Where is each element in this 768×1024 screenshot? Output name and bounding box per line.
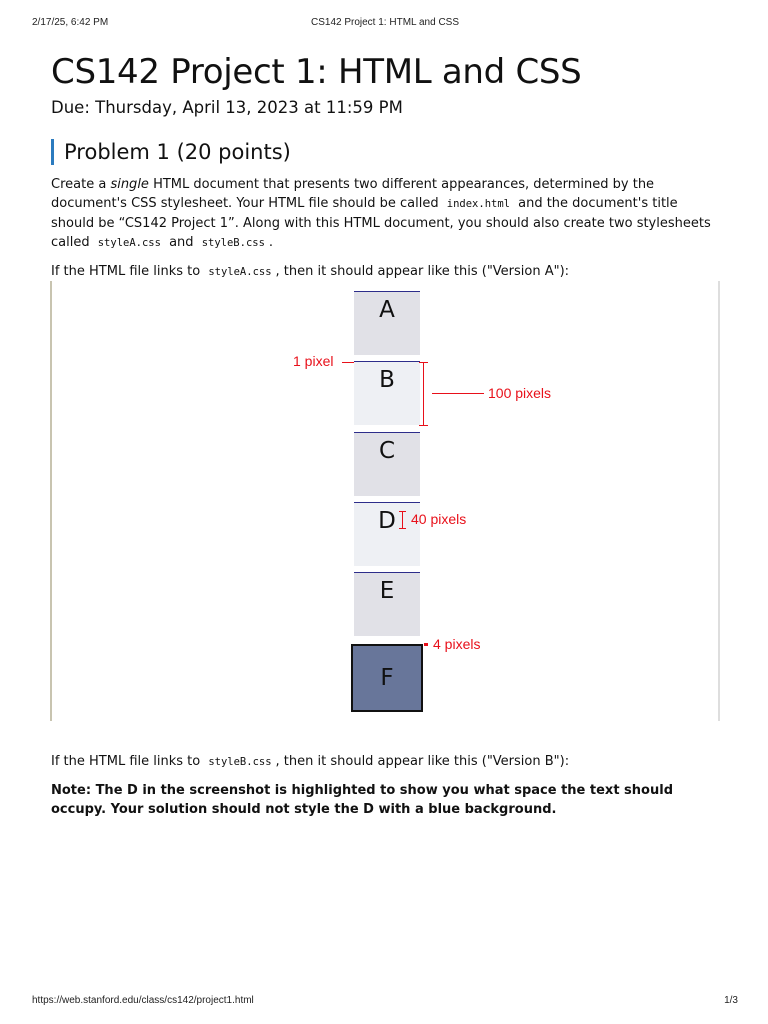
print-datetime: 2/17/25, 6:42 PM [32, 17, 109, 28]
emphasis-single: single [110, 177, 149, 192]
annotation-40-pixels-cap-top [399, 511, 406, 512]
version-b-paragraph [51, 752, 719, 772]
box-c: C [354, 432, 420, 496]
version-b-text-1: If the HTML file links to [51, 754, 205, 769]
box-a: A [354, 291, 420, 355]
box-e: E [354, 572, 420, 636]
intro-paragraph [51, 175, 719, 253]
annotation-40-pixels-cap-bottom [399, 528, 406, 529]
print-footer [32, 995, 738, 1009]
problem-heading: Problem 1 (20 points) [51, 139, 719, 165]
annotation-40-pixels: 40 pixels [411, 511, 467, 527]
annotation-100-pixels-cap-top [419, 362, 428, 363]
intro-text-2: HTML document that presents two different appearances, determined by the document's CSS stylesheet. Your HTML file should be called [51, 177, 655, 211]
annotation-100-pixels-cap-bottom [419, 425, 428, 426]
due-date: Due: Thursday, April 13, 2023 at 11:59 PM [51, 98, 403, 117]
annotation-1-pixel-line [342, 362, 354, 363]
print-doc-title: CS142 Project 1: HTML and CSS [310, 17, 460, 28]
version-a-code: styleA.css [208, 266, 272, 278]
intro-text-5: . [268, 235, 274, 250]
code-stylea-css: styleA.css [97, 237, 161, 249]
annotation-100-pixels: 100 pixels [488, 385, 552, 401]
annotation-100-pixels-bracket [423, 362, 424, 426]
version-b-text-2: , then it should appear like this ("Version B"): [275, 754, 570, 769]
intro-text-3: and the document's title should be “CS142 Project 1”. Along with this HTML document, you should also create two stylesheets called [51, 196, 711, 250]
version-b-code: styleB.css [208, 756, 272, 768]
code-index-html: index.html [446, 198, 510, 210]
annotation-4-pixels-mark [424, 643, 428, 646]
version-a-text-2: , then it should appear like this ("Version A"): [275, 264, 570, 279]
note-paragraph: Note: The D in the screenshot is highlighted to show you what space the text should occupy. Your solution should not style the D with a blue background. [51, 783, 674, 817]
annotation-1-pixel: 1 pixel [293, 353, 334, 369]
box-b: B [354, 361, 420, 425]
annotation-100-pixels-line [432, 393, 484, 394]
code-styleb-css: styleB.css [201, 237, 265, 249]
box-f: F [351, 644, 423, 712]
print-url: https://web.stanford.edu/class/cs142/project1.html [32, 995, 254, 1006]
print-page-number: 1/3 [724, 995, 738, 1006]
version-a-figure [50, 281, 720, 721]
print-header [32, 17, 738, 31]
intro-text-1: Create a [51, 177, 111, 192]
annotation-4-pixels: 4 pixels [433, 636, 481, 652]
annotation-40-pixels-bracket [402, 511, 403, 529]
version-a-text-1: If the HTML file links to [51, 264, 205, 279]
version-a-paragraph [51, 262, 719, 282]
intro-text-4: and [164, 235, 198, 250]
page-title: CS142 Project 1: HTML and CSS [51, 52, 582, 92]
box-d: D [354, 502, 420, 566]
